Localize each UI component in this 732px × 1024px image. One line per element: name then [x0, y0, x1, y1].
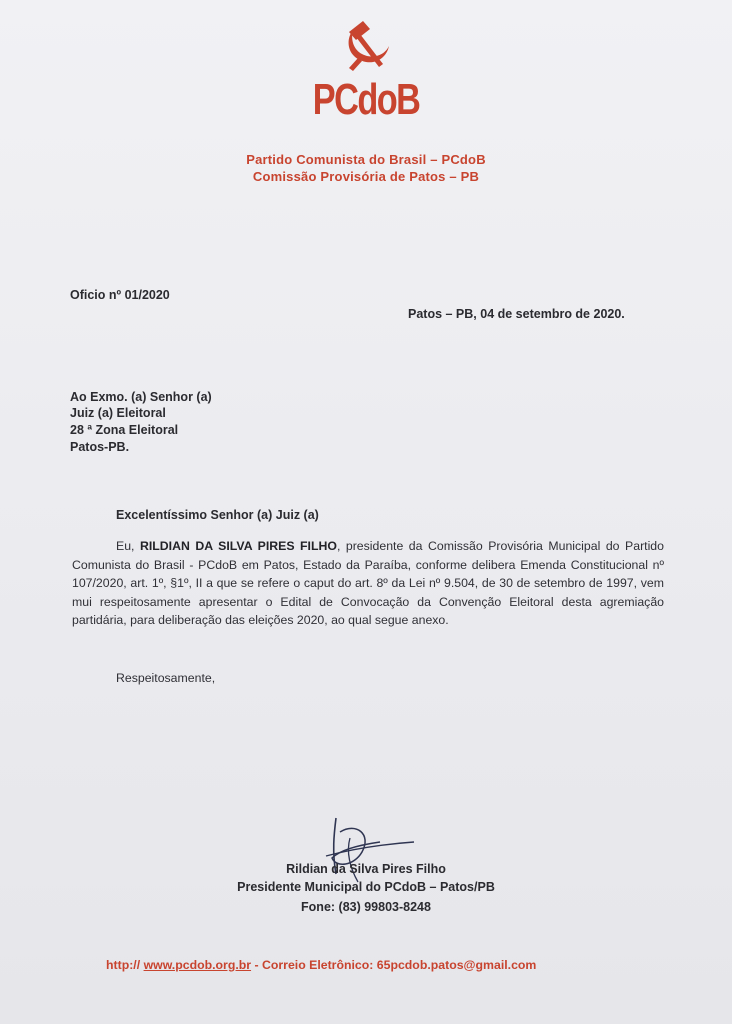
recipient-line: Patos-PB. — [70, 440, 130, 454]
logo-wordmark: PCdoB — [312, 74, 420, 125]
footer-prefix: http:// — [106, 958, 144, 972]
closing: Respeitosamente, — [116, 671, 216, 685]
signatory-title: Presidente Municipal do PCdoB – Patos/PB — [237, 880, 495, 894]
signatory-name: Rildian da Silva Pires Filho — [286, 862, 446, 876]
letterhead-logo — [0, 18, 732, 130]
body-signatory-name: RILDIAN DA SILVA PIRES FILHO — [139, 539, 337, 553]
footer-separator: - Correio Eletrônico: — [251, 958, 377, 972]
footer-contact — [106, 958, 536, 972]
recipient-line: Juiz (a) Eleitoral — [70, 406, 166, 420]
logo-text — [306, 70, 426, 130]
document-reference: Oficio nº 01/2020 — [70, 288, 170, 302]
recipient-line: 28 ª Zona Eleitoral — [70, 423, 179, 437]
body-text: , presidente da Comissão Provisória Municipal do Partido Comunista do Brasil - PCdoB em Patos, Estado da Paraíba, conforme delibera Emenda Constitucional nº 107/2020, art. 1º, §1º, II a que se refere o caput do art. 8º da Lei nº 9.504, de 30 de setembro de 1997, vem mui respeitosamente apresentar o Edital de Convocação da Convenção Eleitoral desta agremiação partidária, para deliberação das eleições 2020, ao qual segue anexo. — [72, 539, 664, 628]
party-name-line: Partido Comunista do Brasil – PCdoB — [246, 152, 486, 167]
commission-name-line: Comissão Provisória de Patos – PB — [252, 169, 480, 184]
place-and-date: Patos – PB, 04 de setembro de 2020. — [408, 307, 625, 321]
salutation: Excelentíssimo Senhor (a) Juiz (a) — [116, 508, 319, 522]
recipient-line: Ao Exmo. (a) Senhor (a) — [70, 390, 212, 404]
body-prefix: Eu, — [116, 539, 135, 553]
signatory-phone: Fone: (83) 99803-8248 — [301, 900, 431, 914]
website-link[interactable]: www.pcdob.org.br — [143, 958, 252, 972]
email-link[interactable]: 65pcdob.patos@gmail.com — [376, 958, 537, 972]
hammer-and-sickle-icon — [336, 18, 396, 72]
letter-body — [72, 537, 664, 630]
